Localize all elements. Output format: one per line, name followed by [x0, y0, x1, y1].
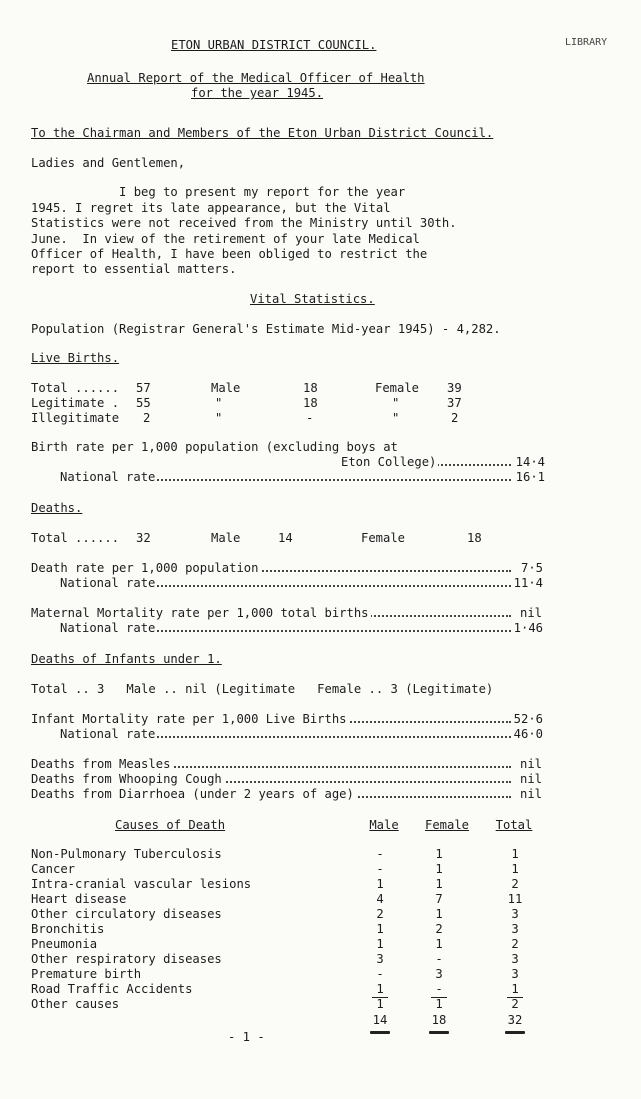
female-double-rule: [429, 1031, 449, 1034]
birth-rate-label: Birth rate per 1,000 population (excluding boys at: [31, 440, 398, 454]
causes-total-total: 32: [507, 1013, 523, 1027]
intro-line: Officer of Health, I have been obliged to restrict the: [31, 247, 428, 261]
cause-female: -: [435, 982, 443, 996]
cause-total: 3: [511, 967, 519, 981]
cause-female: 1: [435, 997, 443, 1011]
report-page: ETON URBAN DISTRICT COUNCIL. LIBRARY Annual Report of the Medical Officer of Health for the year 1945. To the Chairman and Members of the Eton Urban District Council. Ladies and Gentlemen, I beg to present my report for the year 1945. I regret its late appearance, but the Vital Statistics were not received from the Ministry until 30th. June. In view of the retirement of your late Medical Officer of Health, I have been obliged to restrict the report to essential matters. Vital Statistics. Population (Registrar General's Estimate Mid-year 1945) - 4,282. Live Births. Total ...... 57 Male 18 Female 39 Legitimate . 55 " 18 " 37 Illegitimate 2 " - " 2 Birth rate per 1,000 population (excluding boys at Eton College) 14·4 National rate 16·1 Deaths. Total ...... 32 Male 14 Female 18 Death rate per 1,000 population 7·5 National rate 11·4 Maternal Mortality rate per 1,000 total births nil National rate 1·46 Deaths of Infants under 1. Total .. 3 Male .. nil (Legitimate Female .. 3 (Legitimate) Infant Mortality rate per 1,000 Live Births 52·6 National rate 46·0 Deaths from Measles nil Deaths from Whooping Cough nil Deaths from Diarrhoea (under 2 years of age) nil Causes of Death Male Female Total Non-Pulmonary Tuberculosis - 1 1 Cancer - 1 1 Intra-cranial vascular lesions 1 1 2 Heart disease 4 7 11 Other circulatory diseases 2 1 3 Bronchitis 1 2 3 Pneumonia 1 1 2 Other respiratory diseases 3 - 3 Premature birth - 3 3 Road Traffic Accidents 1 - 1 Other causes 1 1 2 14 18 32 - 1 -: [31, 37, 608, 1044]
cause-name: Pneumonia: [31, 937, 98, 951]
cause-name: Non-Pulmonary Tuberculosis: [31, 847, 222, 861]
total-sum-rule: [507, 997, 523, 998]
death-national-line: National rate: [60, 576, 511, 591]
measles-line: Deaths from Measles: [31, 757, 511, 772]
intro-line: Statistics were not received from the Ministry until 30th.: [31, 216, 457, 230]
cause-male: 1: [376, 877, 384, 891]
cause-male: 2: [376, 907, 384, 921]
imr-national-value: 46·0: [513, 727, 543, 741]
population-line: Population (Registrar General's Estimate Mid-year 1945) - 4,282.: [31, 322, 501, 336]
cause-female: 1: [435, 847, 443, 861]
cause-female: 1: [435, 937, 443, 951]
address-line: To the Chairman and Members of the Eton Urban District Council.: [31, 126, 494, 140]
report-title-line2: for the year 1945.: [191, 86, 324, 100]
cause-female: 1: [435, 877, 443, 891]
diarrhoea-line: Deaths from Diarrhoea (under 2 years of age): [31, 787, 511, 802]
cause-female: 7: [435, 892, 443, 906]
cause-female: 1: [435, 907, 443, 921]
cause-male: 1: [376, 982, 384, 996]
cause-total: 1: [511, 862, 519, 876]
cause-total: 11: [507, 892, 523, 906]
birth-rate-value: 14·4: [515, 455, 545, 469]
death-national-value: 11·4: [513, 576, 543, 590]
cause-name: Intra-cranial vascular lesions: [31, 877, 252, 891]
male-double-rule: [370, 1031, 390, 1034]
cause-total: 2: [511, 997, 519, 1011]
cause-name: Other respiratory diseases: [31, 952, 222, 966]
cause-total: 3: [511, 952, 519, 966]
live-births-heading: Live Births.: [31, 351, 120, 365]
imr-national-line: National rate: [60, 727, 511, 742]
maternal-rate-value: nil: [519, 606, 542, 620]
imr-line: Infant Mortality rate per 1,000 Live Births: [31, 712, 511, 727]
cause-name: Other causes: [31, 997, 120, 1011]
council-title: ETON URBAN DISTRICT COUNCIL.: [171, 38, 377, 52]
cause-total: 2: [511, 937, 519, 951]
cause-name: Cancer: [31, 862, 76, 876]
death-rate-line: Death rate per 1,000 population: [31, 561, 511, 576]
cause-name: Other circulatory diseases: [31, 907, 222, 921]
male-sum-rule: [372, 997, 388, 998]
causes-header-male: Male: [369, 818, 399, 832]
causes-header-total: Total: [495, 818, 533, 832]
total-double-rule: [505, 1031, 525, 1034]
library-stamp: LIBRARY: [565, 37, 608, 48]
causes-total-female: 18: [431, 1013, 447, 1027]
death-rate-value: 7·5: [520, 561, 543, 575]
cause-female: 2: [435, 922, 443, 936]
cause-male: 4: [376, 892, 384, 906]
maternal-rate-line: Maternal Mortality rate per 1,000 total births: [31, 606, 511, 621]
page-number: - 1 -: [228, 1030, 265, 1044]
cause-female: 1: [435, 862, 443, 876]
cause-male: 3: [376, 952, 384, 966]
cause-name: Road Traffic Accidents: [31, 982, 193, 996]
cause-female: 3: [435, 967, 443, 981]
intro-line: June. In view of the retirement of your late Medical: [31, 232, 420, 246]
cause-total: 3: [511, 907, 519, 921]
imr-value: 52·6: [513, 712, 543, 726]
cause-male: 1: [376, 922, 384, 936]
cause-name: Premature birth: [31, 967, 142, 981]
cause-male: -: [376, 847, 384, 861]
whooping-line: Deaths from Whooping Cough: [31, 772, 511, 787]
cause-total: 3: [511, 922, 519, 936]
cause-name: Heart disease: [31, 892, 127, 906]
measles-value: nil: [519, 757, 542, 771]
causes-total-male: 14: [372, 1013, 388, 1027]
deaths-heading: Deaths.: [31, 501, 83, 515]
vital-statistics-heading: Vital Statistics.: [250, 292, 375, 306]
maternal-national-line: National rate: [60, 621, 511, 636]
cause-male: -: [376, 862, 384, 876]
infant-deaths-summary: Total .. 3 Male .. nil (Legitimate Female .. 3 (Legitimate): [31, 682, 494, 696]
report-title-line1: Annual Report of the Medical Officer of Health: [87, 71, 425, 85]
cause-male: -: [376, 967, 384, 981]
birth-rate-line: Eton College): [341, 455, 511, 470]
intro-line: I beg to present my report for the year: [31, 185, 406, 199]
causes-header-female: Female: [424, 818, 470, 832]
female-sum-rule: [431, 997, 447, 998]
birth-national-line: National rate: [60, 470, 511, 485]
intro-line: report to essential matters.: [31, 262, 237, 276]
birth-national-value: 16·1: [515, 470, 545, 484]
cause-total: 1: [511, 982, 519, 996]
causes-header-cause: Causes of Death: [115, 818, 226, 832]
cause-total: 1: [511, 847, 519, 861]
cause-name: Bronchitis: [31, 922, 105, 936]
cause-total: 2: [511, 877, 519, 891]
salutation: Ladies and Gentlemen,: [31, 156, 186, 170]
diarrhoea-value: nil: [519, 787, 542, 801]
maternal-national-value: 1·46: [513, 621, 543, 635]
cause-male: 1: [376, 997, 384, 1011]
whooping-value: nil: [519, 772, 542, 786]
intro-line: 1945. I regret its late appearance, but the Vital: [31, 201, 391, 215]
cause-male: 1: [376, 937, 384, 951]
cause-female: -: [435, 952, 443, 966]
infant-deaths-heading: Deaths of Infants under 1.: [31, 652, 222, 666]
